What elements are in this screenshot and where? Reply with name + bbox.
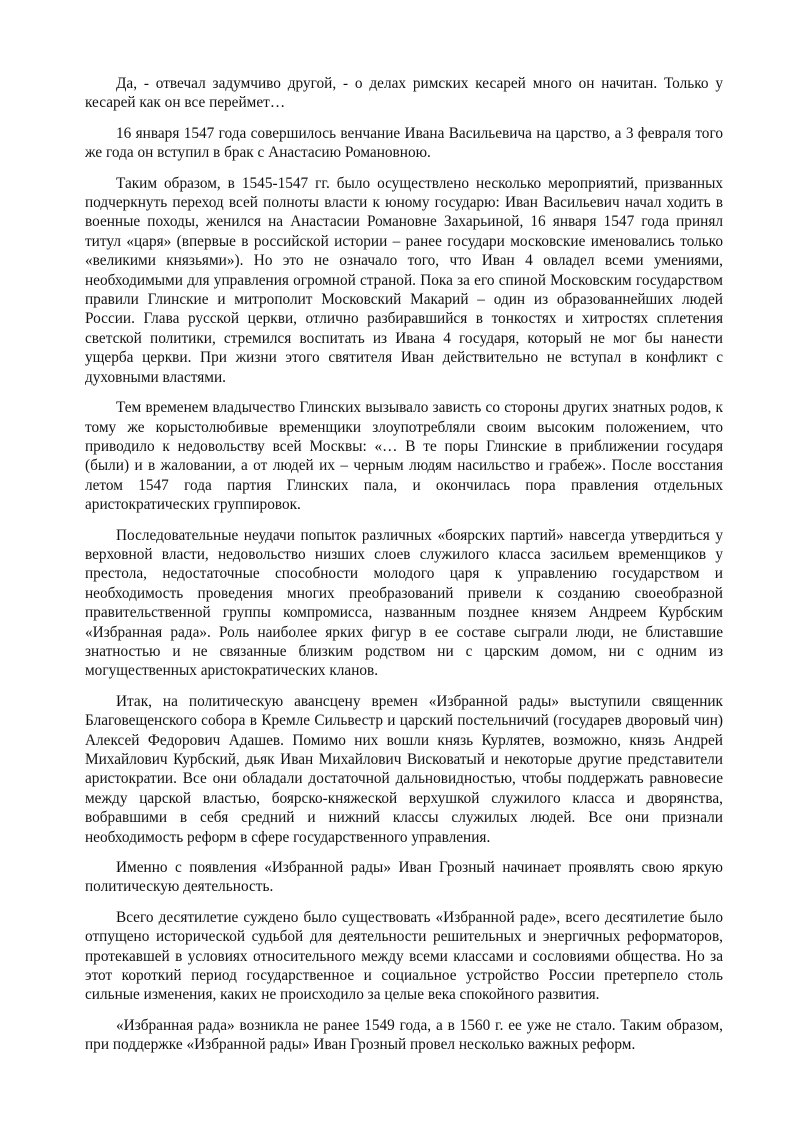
paragraph-7: Именно с появления «Избранной рады» Иван Грозный начинает проявлять свою яркую политическую деятельность.	[85, 859, 723, 896]
paragraph-8: Всего десятилетие суждено было существовать «Избранной раде», всего десятилетие было отпущено исторической судьбой для деятельности решительных и энергичных реформаторов, протекавшей в условиях относительного между всеми классами и сословиями общества. Но за этот короткий период государственное и социальное устройство России претерпело столь сильные изменения, каких не происходило за целые века спокойного развития.	[85, 908, 723, 1004]
paragraph-2: 16 января 1547 года совершилось венчание Ивана Васильевича на царство, а 3 февраля того же года он вступил в брак с Анастасию Романовною.	[85, 124, 723, 162]
paragraph-9: «Избранная рада» возникла не ранее 1549 года, а в 1560 г. ее уже не стало. Таким образом, при поддержке «Избранной рады» Иван Грозный провел несколько важных реформ.	[85, 1016, 723, 1054]
paragraph-1: Да, - отвечал задумчиво другой, - о делах римских кесарей много он начитан. Только у кесарей как он все переймет…	[85, 75, 723, 112]
paragraph-4: Тем временем владычество Глинских вызывало зависть со стороны других знатных родов, к тому же корыстолюбивые временщики злоупотребляли своим высоким положением, что приводило к недовольству всей Москвы: «… В те поры Глинские в приближении государя (были) и в жаловании, а от людей их – черным людям насильство и грабеж». После восстания летом 1547 года партия Глинских пала, и окончилась пора правления отдельных аристократических группировок.	[85, 399, 723, 514]
paragraph-6: Итак, на политическую авансцену времен «Избранной рады» выступили священник Благовещенского собора в Кремле Сильвестр и царский постельничий (государев дворовый чин) Алексей Федорович Адашев. Помимо них вошли князь Курлятев, возможно, князь Андрей Михайлович Курбский, дьяк Иван Михайлович Висковатый и некоторые другие представители аристократии. Все они обладали достаточной дальновидностью, чтобы поддержать равновесие между царской властью, боярско-княжеской верхушкой служилого класса и дворянства, вобравшими в себя средний и нижний классы служилых людей. Все они признали необходимость реформ в сфере государственного управления.	[85, 692, 723, 846]
paragraph-5: Последовательные неудачи попыток различных «боярских партий» навсегда утвердиться у верховной власти, недовольство низших слоев служилого класса засильем временщиков у престола, недостаточные способности молодого царя к управлению государством и необходимость проведения многих преобразований привели к созданию своеобразной правительственной группы компромисса, названным позднее князем Андреем Курбским «Избранная рада». Роль наиболее ярких фигур в ее составе сыграли люди, не блиставшие знатностью и не связанные близким родством ни с царским домом, ни с одним из могущественных аристократических кланов.	[85, 526, 723, 680]
paragraph-3: Таким образом, в 1545-1547 гг. было осуществлено несколько мероприятий, призванных подчеркнуть переход всей полноты власти к юному государю: Иван Васильевич начал ходить в военные походы, женился на Анастасии Романовне Захарьиной, 16 января 1547 года принял титул «царя» (впервые в российской истории – ранее государи московские именовались только «великими князьями»). Но это не означало того, что Иван 4 овладел всеми умениями, необходимыми для управления огромной страной. Пока за его спиной Московским государством правили Глинские и митрополит Московский Макарий – один из образованнейших людей России. Глава русской церкви, отлично разбиравшийся в тонкостях и хитростях сплетения светской политики, стремился воспитать из Ивана 4 государя, который не мог бы нанести ущерба церкви. При жизни этого святителя Иван действительно не вступал в конфликт с духовными властями.	[85, 174, 723, 386]
document-page	[85, 74, 723, 1066]
